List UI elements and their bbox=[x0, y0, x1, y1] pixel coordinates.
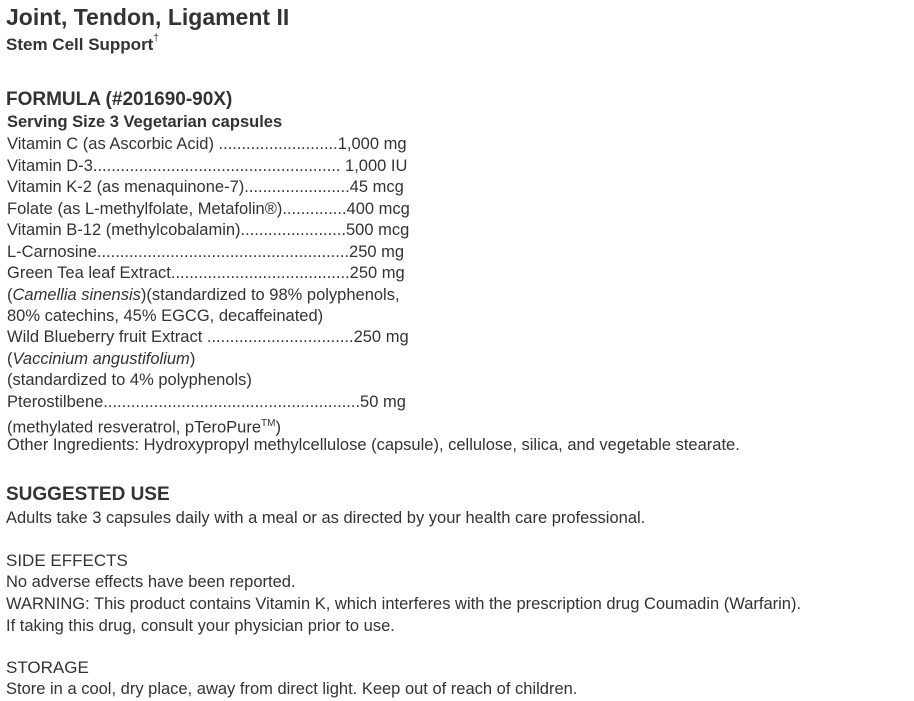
storage-text: Store in a cool, dry place, away from direct light. Keep out of reach of children. bbox=[6, 680, 578, 698]
dagger-mark: † bbox=[153, 33, 159, 44]
blueberry-standardization: (standardized to 4% polyphenols) bbox=[7, 371, 252, 389]
trademark-mark: TM bbox=[261, 418, 276, 429]
formula-heading: FORMULA (#201690-90X) bbox=[6, 89, 233, 110]
suggested-use-heading: SUGGESTED USE bbox=[6, 484, 170, 505]
product-title: Joint, Tendon, Ligament II bbox=[6, 4, 290, 30]
ingredient-line: Vitamin B-12 (methylcobalamin).......................500 mcg bbox=[7, 221, 410, 239]
serving-size: Serving Size 3 Vegetarian capsules bbox=[7, 113, 283, 131]
ingredient-line: Pterostilbene........................................................50 mg bbox=[7, 393, 406, 411]
blueberry-latin-name: Vaccinium angustifolium bbox=[12, 350, 190, 368]
green-tea-latin-name: Camellia sinensis bbox=[12, 286, 141, 304]
subtitle-text: Stem Cell Support bbox=[6, 35, 154, 54]
ingredient-line: Wild Blueberry fruit Extract ................................250 mg bbox=[7, 328, 409, 346]
blueberry-latin: (Vaccinium angustifolium) bbox=[7, 350, 196, 368]
storage-heading: STORAGE bbox=[6, 658, 89, 677]
ingredient-line: Vitamin C (as Ascorbic Acid) ..........................1,000 mg bbox=[7, 135, 407, 153]
pterostilbene-note-text: (methylated resveratrol, pTeroPure bbox=[7, 418, 262, 437]
green-tea-standardization-cont: 80% catechins, 45% EGCG, decaffeinated) bbox=[7, 307, 324, 325]
pterostilbene-note-close: ) bbox=[275, 418, 281, 437]
green-tea-std-text: )(standardized to 98% polyphenols, bbox=[140, 286, 400, 304]
ingredient-line: L-Carnosine.......................................................250 mg bbox=[7, 243, 405, 261]
ingredient-line: Vitamin D-3...................................................... 1,000 IU bbox=[7, 157, 408, 175]
side-effects-line: If taking this drug, consult your physician prior to use. bbox=[6, 617, 395, 635]
ingredient-line: Green Tea leaf Extract.......................................250 mg bbox=[7, 264, 405, 282]
warning-line: WARNING: This product contains Vitamin K, which interferes with the prescription drug Coumadin (Warfarin). bbox=[6, 595, 802, 613]
other-ingredients: Other Ingredients: Hydroxypropyl methylcellulose (capsule), cellulose, silica, and vegetable stearate. bbox=[7, 436, 740, 454]
suggested-use-text: Adults take 3 capsules daily with a meal or as directed by your health care professional. bbox=[6, 509, 646, 527]
product-subtitle bbox=[6, 35, 159, 55]
ingredient-line: Folate (as L-methylfolate, Metafolin®)..............400 mcg bbox=[7, 200, 410, 218]
green-tea-standardization: (Camellia sinensis)(standardized to 98% polyphenols, bbox=[7, 286, 400, 304]
ingredient-line: Vitamin K-2 (as menaquinone-7).......................45 mcg bbox=[7, 178, 404, 196]
side-effects-heading: SIDE EFFECTS bbox=[6, 551, 128, 570]
side-effects-line: No adverse effects have been reported. bbox=[6, 573, 296, 591]
